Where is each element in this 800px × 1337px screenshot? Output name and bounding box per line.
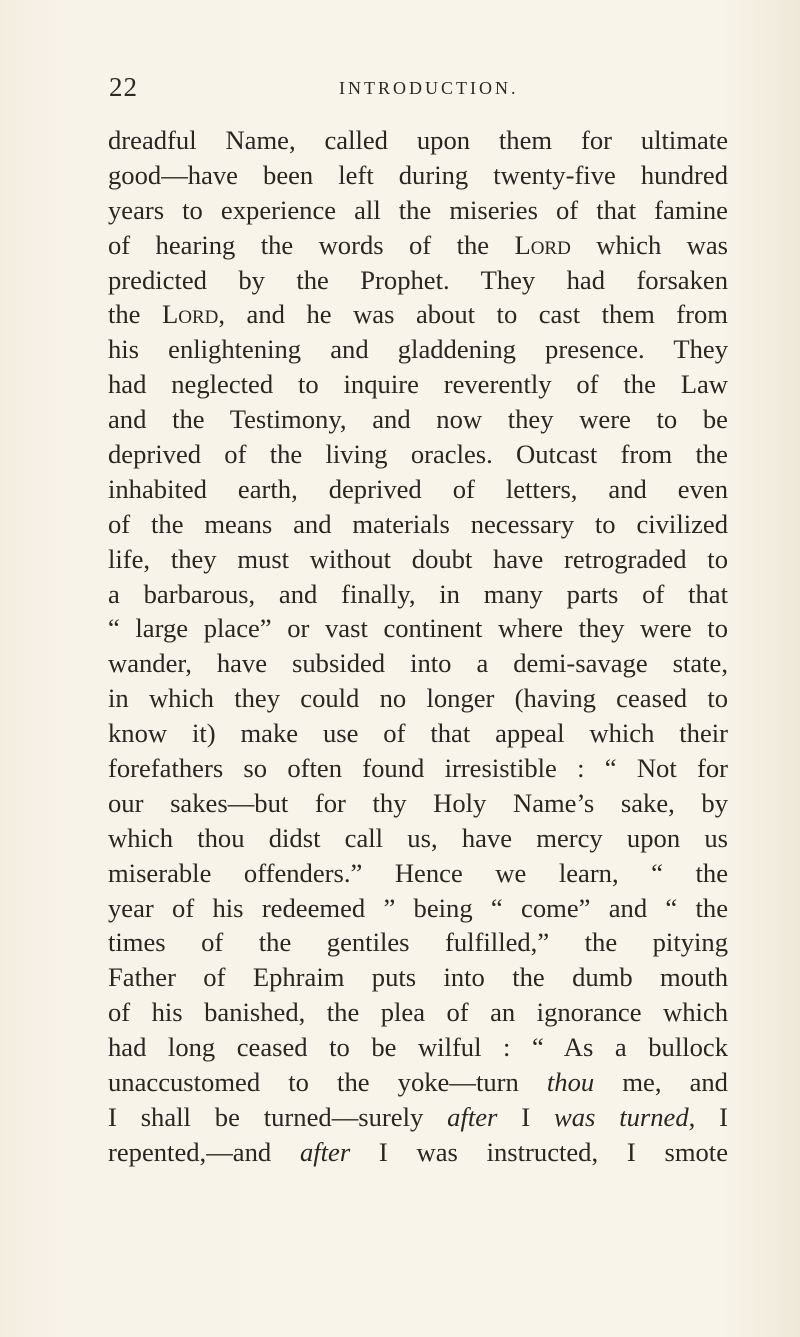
text-line: miserable offenders.” Hence we learn, “ the	[108, 857, 728, 888]
text-line: deprived of the living oracles. Outcast from the	[108, 439, 728, 470]
text-line: dreadful Name, called upon them for ultimate	[108, 125, 728, 155]
text-run: I	[695, 1101, 728, 1132]
text-line: years to experience all the miseries of that famine	[108, 194, 728, 225]
text-line: which thou didst call us, have mercy upon us	[108, 822, 728, 853]
text-line: our sakes—but for thy Holy Name’s sake, by	[108, 787, 728, 818]
italic-text: thou	[546, 1067, 595, 1098]
italic-text: was turned,	[553, 1101, 696, 1132]
text-line: of the means and materials necessary to civilized	[108, 508, 728, 539]
text-run: unaccustomed to the yoke—turn	[108, 1067, 547, 1098]
italic-text: after	[447, 1101, 498, 1132]
text-run: repented,—and	[108, 1136, 300, 1167]
text-line: wander, have subsided into a demi-savage state,	[108, 648, 728, 679]
text-line: “ large place” or vast continent where they were to	[108, 613, 728, 644]
small-caps-lord: Lord	[162, 299, 219, 330]
text-line: his enlightening and gladdening presence. They	[108, 334, 728, 365]
text-line	[108, 1135, 728, 1170]
text-run: I	[497, 1101, 554, 1132]
text-line: inhabited earth, deprived of letters, and even	[108, 473, 728, 504]
text-line: Father of Ephraim puts into the dumb mouth	[108, 962, 728, 993]
text-line: forefathers so often found irresistible : “ Not for	[108, 753, 728, 784]
text-line: in which they could no longer (having ceased to	[108, 683, 728, 714]
text-line: had neglected to inquire reverently of the Law	[108, 369, 728, 400]
text-line	[108, 1100, 728, 1135]
text-line: life, they must without doubt have retrograded to	[108, 543, 728, 574]
text-line: times of the gentiles fulfilled,” the pitying	[108, 927, 728, 958]
text-run: , and he was about to cast them from	[218, 299, 728, 330]
text-line: and the Testimony, and now they were to be	[108, 404, 728, 435]
body-text	[108, 123, 728, 1170]
text-line: a barbarous, and finally, in many parts of that	[108, 578, 728, 609]
text-run: I shall be turned—surely	[108, 1101, 448, 1132]
running-head: INTRODUCTION.	[339, 78, 519, 98]
small-caps-lord: Lord	[514, 229, 571, 260]
text-line	[108, 297, 728, 332]
text-run: me, and	[594, 1067, 728, 1098]
text-run: which was	[570, 229, 729, 260]
text-line: year of his redeemed ” being “ come” and “ the	[108, 892, 728, 923]
text-line	[108, 1065, 728, 1100]
italic-text: after	[299, 1136, 351, 1167]
text-line: predicted by the Prophet. They had forsaken	[108, 264, 728, 295]
text-run: of hearing the words of the	[108, 229, 515, 260]
text-run: the	[108, 299, 163, 330]
text-line: of his banished, the plea of an ignorance which	[108, 997, 728, 1028]
text-line: know it) make use of that appeal which their	[108, 718, 728, 749]
text-run: I was instructed, I smote	[350, 1136, 728, 1167]
text-line: good—have been left during twenty-five hundred	[108, 159, 728, 190]
page-number: 22	[109, 72, 138, 102]
page-header	[109, 72, 729, 104]
text-line: had long ceased to be wilful : “ As a bullock	[108, 1032, 728, 1063]
text-line	[108, 228, 728, 263]
